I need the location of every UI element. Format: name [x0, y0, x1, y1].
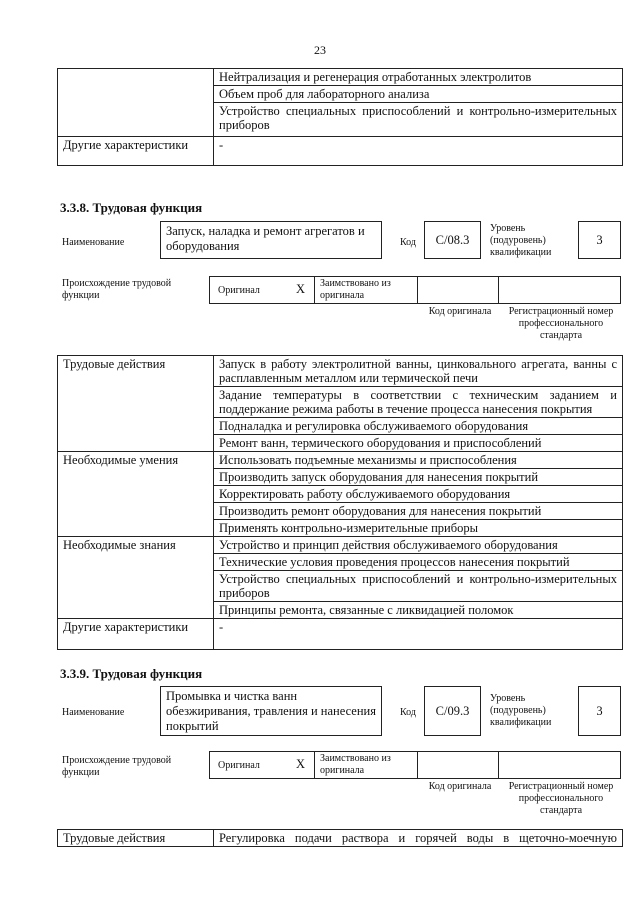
table-cell: Применять контрольно-измерительные приборы	[214, 520, 623, 537]
table-cell: Запуск в работу электролитной ванны, цинковального агрегата, ванны с расплавленным металлом или термической печи	[214, 356, 623, 387]
section-heading-339: 3.3.9. Трудовая функция	[60, 666, 203, 681]
top-table	[57, 68, 623, 166]
origin-row	[209, 276, 621, 304]
original-mark: X	[296, 757, 306, 771]
code-original-label: Код оригинала	[428, 781, 492, 792]
table-cell: Ремонт ванн, термического оборудования и приспособлений	[214, 435, 623, 452]
original-label: Оригинал	[218, 285, 260, 296]
table-cell: Задание температуры в соответствии с техническим заданием и поддержание режима работы в течение процесса нанесения покрытия	[214, 387, 623, 418]
divider	[498, 752, 499, 778]
level-box: 3	[578, 686, 621, 736]
origin-label: Происхождение трудовой функции	[62, 278, 172, 301]
code-label: Код	[400, 707, 416, 718]
divider	[417, 752, 418, 778]
other-characteristics-value: -	[214, 619, 623, 650]
original-label: Оригинал	[218, 760, 260, 771]
origin-label: Происхождение трудовой функции	[62, 755, 172, 778]
name-label: Наименование	[62, 707, 125, 718]
level-box: 3	[578, 221, 621, 259]
table-cell: Устройство специальных приспособлений и контрольно-измерительных приборов	[214, 103, 623, 137]
original-mark: X	[296, 282, 306, 296]
section-heading-338: 3.3.8. Трудовая функция	[60, 200, 203, 215]
borrowed-label: Заимствовано из оригинала	[320, 753, 391, 776]
table-cell: Технические условия проведения процессов нанесения покрытий	[214, 554, 623, 571]
skills-label: Необходимые умения	[58, 452, 214, 537]
function-339-table	[57, 829, 623, 847]
name-label: Наименование	[62, 237, 125, 248]
table-cell: Производить ремонт оборудования для нанесения покрытий	[214, 503, 623, 520]
origin-row	[209, 751, 621, 779]
table-cell: Использовать подъемные механизмы и приспособления	[214, 452, 623, 469]
table-cell: Объем проб для лабораторного анализа	[214, 86, 623, 103]
level-label: Уровень (подуровень) квалификации	[490, 223, 552, 258]
empty-label-cell	[58, 69, 214, 137]
borrowed-label: Заимствовано из оригинала	[320, 278, 391, 301]
divider	[498, 277, 499, 303]
table-cell: Корректировать работу обслуживаемого оборудования	[214, 486, 623, 503]
table-cell: Устройство специальных приспособлений и контрольно-измерительных приборов	[214, 571, 623, 602]
function-338-table	[57, 355, 623, 650]
divider	[417, 277, 418, 303]
table-cell: Производить запуск оборудования для нанесения покрытий	[214, 469, 623, 486]
table-cell: Подналадка и регулировка обслуживаемого оборудования	[214, 418, 623, 435]
other-characteristics-label: Другие характеристики	[58, 619, 214, 650]
function-name-box: Запуск, наладка и ремонт агрегатов и оборудования	[160, 221, 382, 259]
other-characteristics-value: -	[214, 137, 623, 166]
divider	[314, 752, 315, 778]
actions-label: Трудовые действия	[58, 356, 214, 452]
actions-label: Трудовые действия	[58, 830, 214, 847]
code-box: C/08.3	[424, 221, 481, 259]
code-original-label: Код оригинала	[428, 306, 492, 317]
table-cell: Регулировка подачи раствора и горячей воды в щеточно-моечную	[214, 830, 623, 847]
other-characteristics-label: Другие характеристики	[58, 137, 214, 166]
divider	[314, 277, 315, 303]
function-name-box: Промывка и чистка ванн обезжиривания, травления и нанесения покрытий	[160, 686, 382, 736]
page-number: 23	[314, 43, 326, 57]
table-cell: Принципы ремонта, связанные с ликвидацией поломок	[214, 602, 623, 619]
knowledge-label: Необходимые знания	[58, 537, 214, 619]
level-label: Уровень (подуровень) квалификации	[490, 693, 552, 728]
reg-number-label: Регистрационный номер профессионального стандарта	[508, 306, 614, 341]
table-cell: Устройство и принцип действия обслуживаемого оборудования	[214, 537, 623, 554]
code-box: C/09.3	[424, 686, 481, 736]
reg-number-label: Регистрационный номер профессионального стандарта	[508, 781, 614, 816]
code-label: Код	[400, 237, 416, 248]
table-cell: Нейтрализация и регенерация отработанных электролитов	[214, 69, 623, 86]
